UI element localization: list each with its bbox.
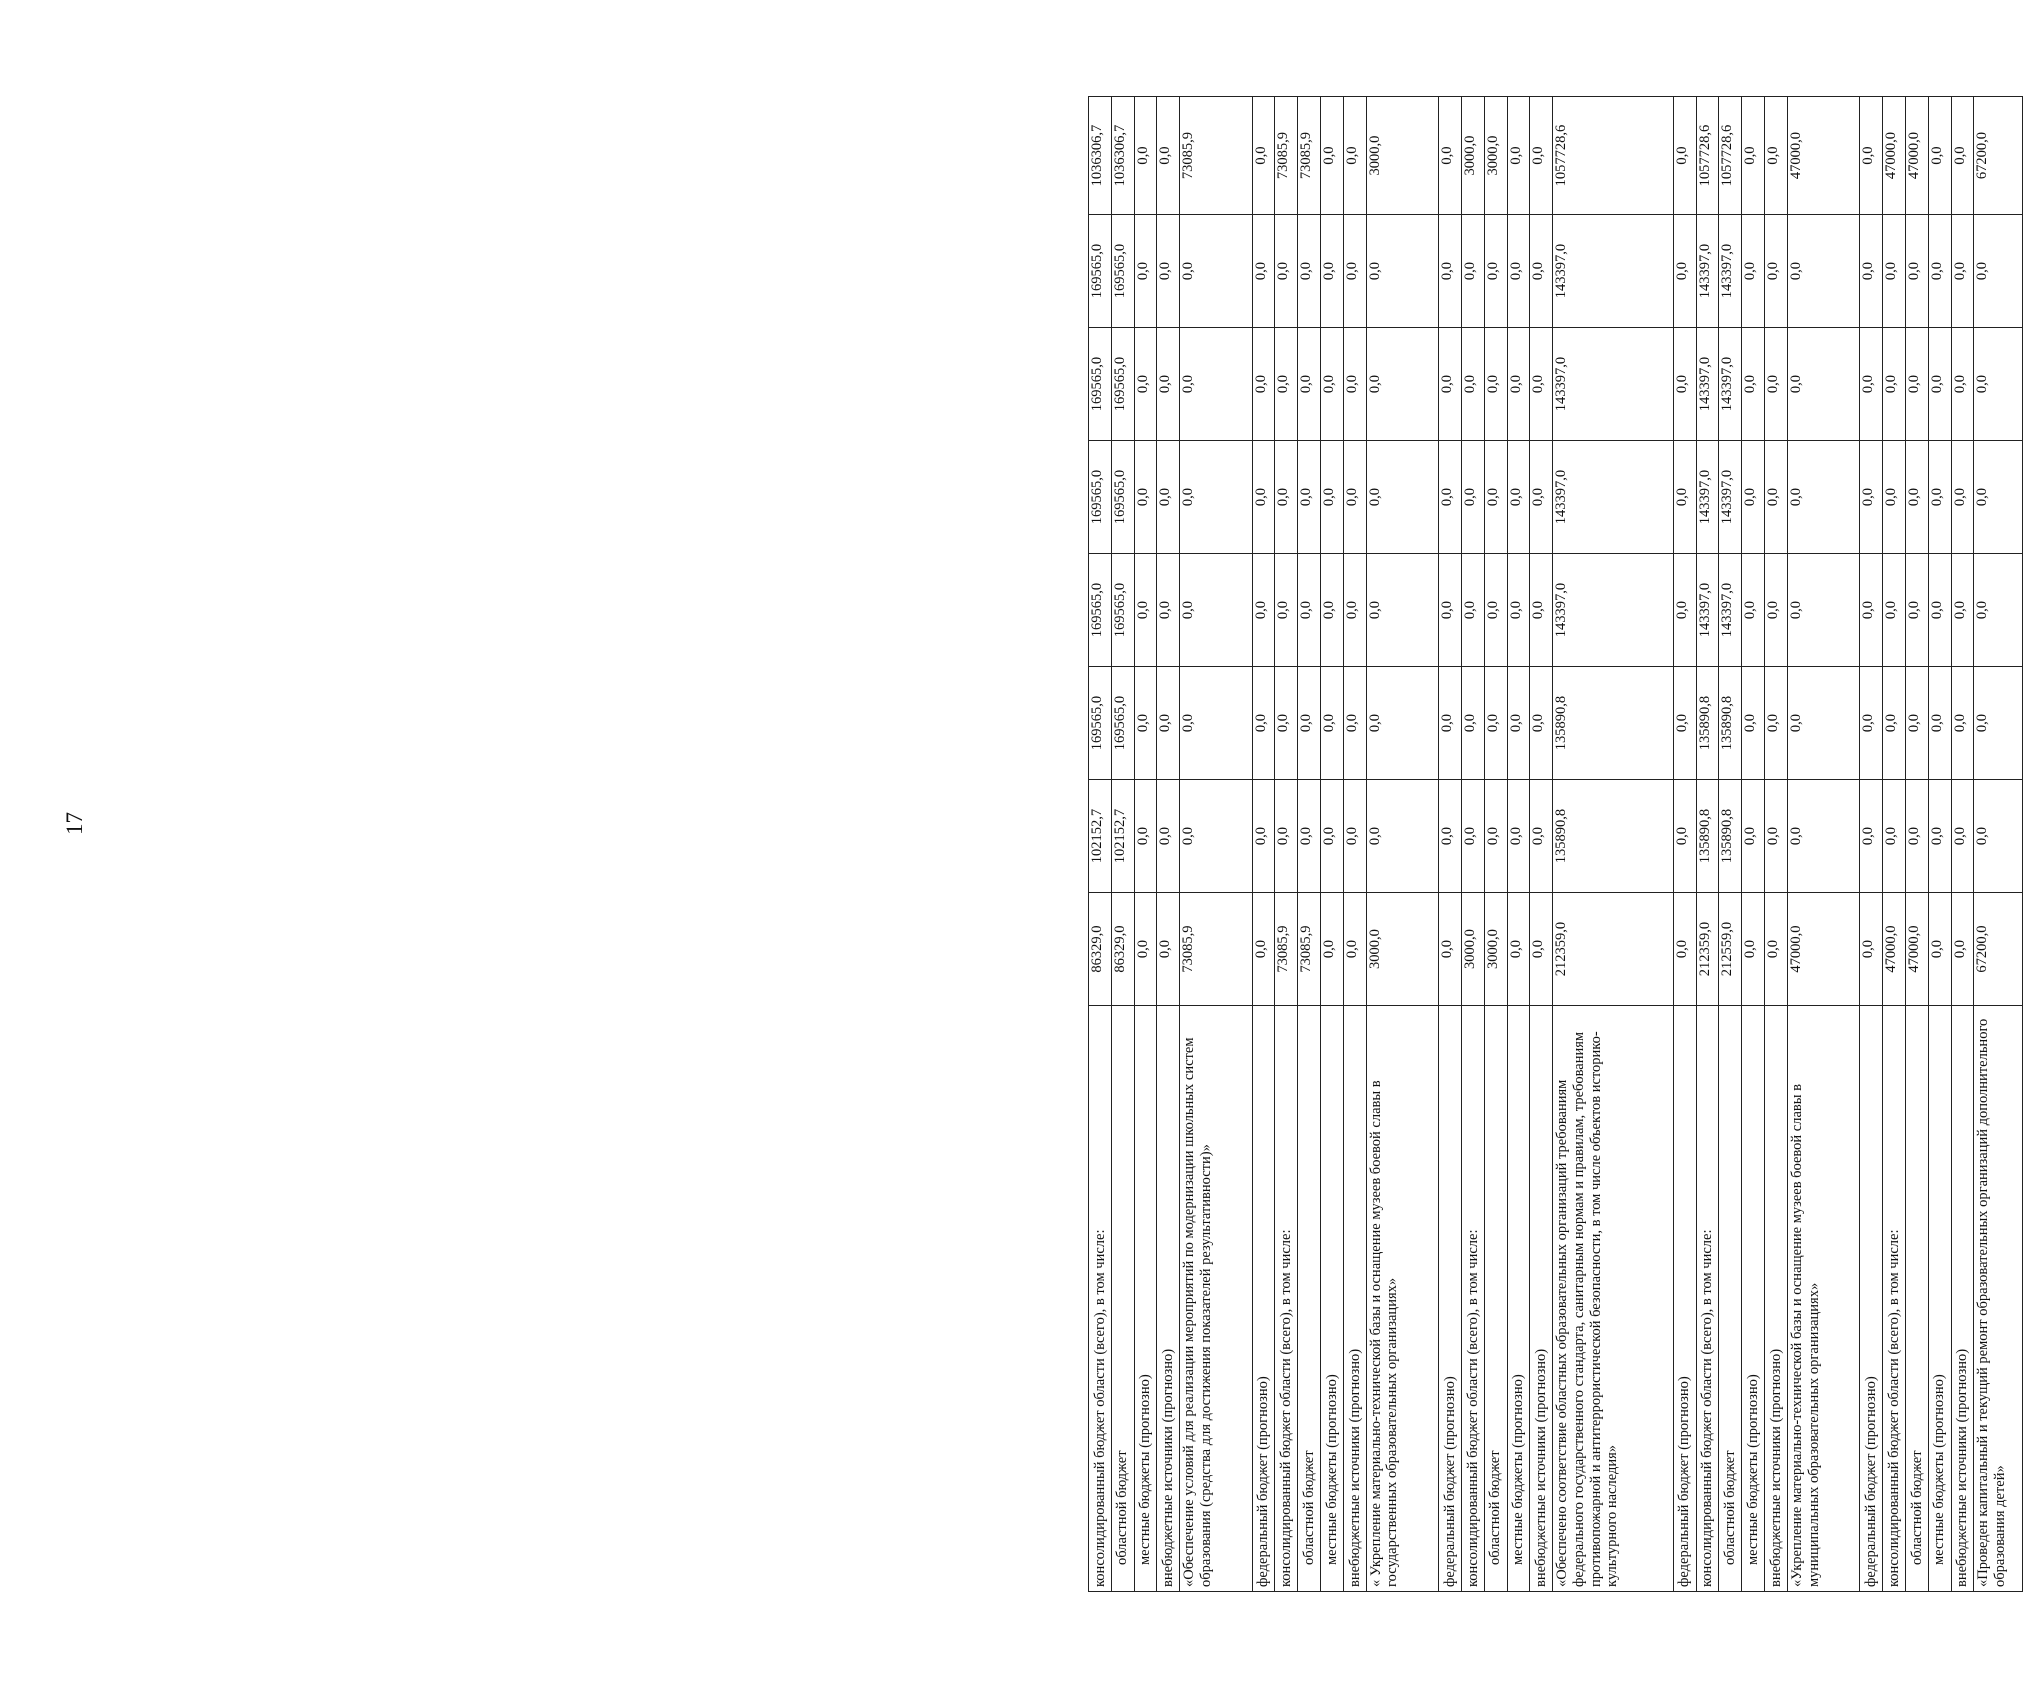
row-value: 0,0 [1928,667,1951,780]
row-value: 1057728,6 [1719,97,1742,215]
row-value: 0,0 [1134,780,1157,893]
row-value: 0,0 [1343,667,1366,780]
row-value: 212559,0 [1719,893,1742,1006]
row-value: 0,0 [1673,441,1696,554]
table-row [1553,97,1674,1592]
row-value: 0,0 [1951,97,1974,215]
row-label: консолидированный бюджет области (всего), в том числе: [1089,1006,1112,1592]
row-label: внебюджетные источники (прогнозно) [1530,1006,1553,1592]
row-value: 0,0 [1134,893,1157,1006]
row-value: 0,0 [1765,328,1788,441]
row-value: 0,0 [1321,215,1344,328]
table-row [1696,97,1719,1592]
row-value: 73085,9 [1275,97,1298,215]
table-row [1180,97,1252,1592]
row-value: 0,0 [1860,97,1883,215]
row-value: 47000,0 [1905,893,1928,1006]
row-value: 0,0 [1951,328,1974,441]
row-value: 0,0 [1905,667,1928,780]
row-value: 0,0 [1974,441,2023,554]
row-label: внебюджетные источники (прогнозно) [1157,1006,1180,1592]
row-label: «Укрепление материально-технической базы и оснащение музеев боевой славы в муниципальных образовательных организациях» [1787,1006,1859,1592]
table-row [1719,97,1742,1592]
row-value: 0,0 [1883,441,1906,554]
row-value: 0,0 [1673,328,1696,441]
row-value: 86329,0 [1089,893,1112,1006]
row-value: 0,0 [1928,97,1951,215]
table-row [1439,97,1462,1592]
row-label: федеральный бюджет (прогнозно) [1673,1006,1696,1592]
table-row [1530,97,1553,1592]
row-value: 0,0 [1180,780,1252,893]
row-value: 143397,0 [1553,441,1674,554]
row-value: 143397,0 [1696,441,1719,554]
row-value: 0,0 [1343,97,1366,215]
row-value: 0,0 [1180,328,1252,441]
row-value: 1057728,6 [1696,97,1719,215]
row-value: 0,0 [1928,328,1951,441]
row-value: 0,0 [1252,780,1275,893]
row-value: 3000,0 [1366,893,1438,1006]
row-value: 169565,0 [1089,328,1112,441]
row-value: 0,0 [1530,328,1553,441]
row-value: 0,0 [1974,667,2023,780]
row-value: 47000,0 [1905,97,1928,215]
row-value: 0,0 [1742,97,1765,215]
row-value: 0,0 [1275,441,1298,554]
row-value: 0,0 [1461,328,1484,441]
row-value: 102152,7 [1089,780,1112,893]
row-value: 0,0 [1252,893,1275,1006]
row-value: 169565,0 [1089,215,1112,328]
row-value: 0,0 [1134,215,1157,328]
row-value: 0,0 [1157,554,1180,667]
row-value: 135890,8 [1696,667,1719,780]
row-label: областной бюджет [1905,1006,1928,1592]
row-value: 0,0 [1343,893,1366,1006]
row-value: 0,0 [1673,554,1696,667]
row-value: 73085,9 [1298,893,1321,1006]
row-value: 0,0 [1275,215,1298,328]
row-value: 0,0 [1298,215,1321,328]
row-value: 0,0 [1134,554,1157,667]
row-value: 0,0 [1484,441,1507,554]
row-value: 0,0 [1507,328,1530,441]
row-value: 0,0 [1321,667,1344,780]
table-row [1252,97,1275,1592]
row-value: 0,0 [1951,893,1974,1006]
row-value: 0,0 [1883,554,1906,667]
row-value: 73085,9 [1275,893,1298,1006]
row-label: внебюджетные источники (прогнозно) [1951,1006,1974,1592]
row-value: 0,0 [1321,893,1344,1006]
row-value: 0,0 [1673,97,1696,215]
row-value: 0,0 [1742,441,1765,554]
row-value: 0,0 [1461,667,1484,780]
row-value: 143397,0 [1696,554,1719,667]
row-value: 73085,9 [1298,97,1321,215]
row-value: 0,0 [1252,97,1275,215]
row-value: 0,0 [1366,554,1438,667]
row-value: 0,0 [1530,215,1553,328]
row-value: 0,0 [1765,554,1788,667]
row-value: 0,0 [1905,328,1928,441]
row-value: 0,0 [1484,667,1507,780]
table-row [1787,97,1859,1592]
row-value: 0,0 [1860,667,1883,780]
row-value: 0,0 [1765,441,1788,554]
row-value: 0,0 [1507,554,1530,667]
row-value: 0,0 [1461,554,1484,667]
row-value: 0,0 [1157,441,1180,554]
row-value: 0,0 [1275,667,1298,780]
row-value: 0,0 [1134,97,1157,215]
row-value: 0,0 [1530,667,1553,780]
row-value: 0,0 [1180,667,1252,780]
row-value: 0,0 [1883,328,1906,441]
row-label: федеральный бюджет (прогнозно) [1439,1006,1462,1592]
row-value: 0,0 [1905,215,1928,328]
row-label: местные бюджеты (прогнозно) [1507,1006,1530,1592]
table-row [1366,97,1438,1592]
table-row [1974,97,2023,1592]
row-label: «Обеспечение условий для реализации мероприятий по модернизации школьных систем образования (средства для достижения показателей результативности)» [1180,1006,1252,1592]
row-value: 0,0 [1157,328,1180,441]
row-value: 73085,9 [1180,893,1252,1006]
row-value: 143397,0 [1696,328,1719,441]
row-value: 0,0 [1787,215,1859,328]
row-value: 0,0 [1343,780,1366,893]
row-value: 169565,0 [1111,441,1134,554]
table-row [1905,97,1928,1592]
row-value: 0,0 [1765,667,1788,780]
row-value: 0,0 [1275,328,1298,441]
row-value: 0,0 [1905,554,1928,667]
row-value: 0,0 [1951,667,1974,780]
row-value: 0,0 [1343,554,1366,667]
table-row [1860,97,1883,1592]
row-value: 135890,8 [1553,667,1674,780]
row-value: 0,0 [1321,441,1344,554]
row-value: 0,0 [1180,554,1252,667]
row-label: областной бюджет [1719,1006,1742,1592]
row-value: 67200,0 [1974,893,2023,1006]
row-value: 135890,8 [1553,780,1674,893]
row-value: 143397,0 [1719,441,1742,554]
row-value: 0,0 [1974,554,2023,667]
row-value: 0,0 [1366,328,1438,441]
table-row [1298,97,1321,1592]
row-value: 0,0 [1461,215,1484,328]
row-value: 0,0 [1765,893,1788,1006]
row-value: 67200,0 [1974,97,2023,215]
table-row [1321,97,1344,1592]
row-value: 0,0 [1742,667,1765,780]
row-value: 3000,0 [1484,893,1507,1006]
row-value: 169565,0 [1089,554,1112,667]
row-value: 0,0 [1905,780,1928,893]
row-label: консолидированный бюджет области (всего), в том числе: [1883,1006,1906,1592]
row-value: 0,0 [1673,215,1696,328]
row-value: 0,0 [1742,780,1765,893]
row-value: 0,0 [1343,215,1366,328]
row-value: 0,0 [1928,893,1951,1006]
page-number: 17 [62,812,87,835]
row-value: 0,0 [1507,667,1530,780]
row-value: 0,0 [1507,441,1530,554]
row-value: 0,0 [1787,780,1859,893]
row-value: 0,0 [1157,893,1180,1006]
row-label: внебюджетные источники (прогнозно) [1765,1006,1788,1592]
row-label: консолидированный бюджет области (всего), в том числе: [1275,1006,1298,1592]
row-value: 0,0 [1673,780,1696,893]
row-label: местные бюджеты (прогнозно) [1742,1006,1765,1592]
table-row [1343,97,1366,1592]
row-value: 0,0 [1787,441,1859,554]
row-value: 0,0 [1673,667,1696,780]
row-value: 0,0 [1928,780,1951,893]
row-value: 0,0 [1974,780,2023,893]
row-value: 1036306,7 [1089,97,1112,215]
row-label: консолидированный бюджет области (всего), в том числе: [1461,1006,1484,1592]
row-label: федеральный бюджет (прогнозно) [1860,1006,1883,1592]
row-value: 0,0 [1530,97,1553,215]
row-value: 0,0 [1439,893,1462,1006]
rotated-table-wrapper [1088,97,2023,1592]
table-row [1089,97,1112,1592]
row-label: « Укрепление материально-технической базы и оснащение музеев боевой славы в государственных образовательных организациях» [1366,1006,1438,1592]
row-value: 0,0 [1860,215,1883,328]
row-value: 143397,0 [1553,554,1674,667]
row-value: 0,0 [1298,328,1321,441]
row-value: 0,0 [1765,215,1788,328]
row-value: 0,0 [1252,328,1275,441]
row-value: 0,0 [1343,328,1366,441]
row-value: 0,0 [1742,215,1765,328]
table-row [1461,97,1484,1592]
row-value: 0,0 [1530,780,1553,893]
row-value: 0,0 [1484,780,1507,893]
row-value: 0,0 [1157,215,1180,328]
row-value: 212359,0 [1553,893,1674,1006]
row-value: 0,0 [1883,215,1906,328]
row-value: 0,0 [1974,215,2023,328]
row-value: 0,0 [1860,554,1883,667]
row-value: 169565,0 [1089,667,1112,780]
row-value: 1057728,6 [1553,97,1674,215]
row-value: 0,0 [1439,780,1462,893]
row-value: 0,0 [1157,97,1180,215]
row-value: 0,0 [1787,554,1859,667]
row-value: 0,0 [1298,441,1321,554]
row-value: 86329,0 [1111,893,1134,1006]
row-value: 0,0 [1928,441,1951,554]
row-value: 0,0 [1252,215,1275,328]
row-value: 0,0 [1883,780,1906,893]
row-value: 1036306,7 [1111,97,1134,215]
row-value: 0,0 [1765,780,1788,893]
row-label: областной бюджет [1298,1006,1321,1592]
row-label: внебюджетные источники (прогнозно) [1343,1006,1366,1592]
row-value: 143397,0 [1696,215,1719,328]
budget-table-body [1089,97,2023,1592]
row-label: федеральный бюджет (прогнозно) [1252,1006,1275,1592]
row-value: 0,0 [1366,667,1438,780]
row-value: 0,0 [1275,780,1298,893]
row-value: 0,0 [1321,97,1344,215]
row-value: 0,0 [1787,328,1859,441]
row-value: 0,0 [1439,441,1462,554]
row-label: «Проведен капитальный и текущий ремонт образовательных организаций дополнительного образования детей» [1974,1006,2023,1592]
row-value: 47000,0 [1787,893,1859,1006]
table-row [1928,97,1951,1592]
row-value: 143397,0 [1719,554,1742,667]
row-value: 0,0 [1461,780,1484,893]
table-row [1157,97,1180,1592]
row-label: консолидированный бюджет области (всего), в том числе: [1696,1006,1719,1592]
row-value: 0,0 [1883,667,1906,780]
row-value: 0,0 [1951,780,1974,893]
row-value: 0,0 [1787,667,1859,780]
row-label: областной бюджет [1111,1006,1134,1592]
table-row [1275,97,1298,1592]
row-value: 0,0 [1484,215,1507,328]
row-value: 0,0 [1439,667,1462,780]
row-value: 0,0 [1484,554,1507,667]
row-value: 0,0 [1951,554,1974,667]
row-value: 135890,8 [1719,667,1742,780]
row-value: 0,0 [1439,554,1462,667]
row-value: 47000,0 [1787,97,1859,215]
row-value: 0,0 [1298,554,1321,667]
row-value: 0,0 [1180,215,1252,328]
table-row [1134,97,1157,1592]
row-value: 0,0 [1765,97,1788,215]
row-value: 0,0 [1439,97,1462,215]
row-value: 0,0 [1321,554,1344,667]
row-value: 0,0 [1928,554,1951,667]
row-value: 47000,0 [1883,893,1906,1006]
row-value: 0,0 [1507,97,1530,215]
row-value: 0,0 [1507,893,1530,1006]
table-row [1765,97,1788,1592]
row-label: местные бюджеты (прогнозно) [1134,1006,1157,1592]
row-value: 0,0 [1343,441,1366,554]
row-value: 0,0 [1860,893,1883,1006]
row-value: 0,0 [1180,441,1252,554]
table-row [1673,97,1696,1592]
row-value: 143397,0 [1553,215,1674,328]
row-value: 102152,7 [1111,780,1134,893]
row-value: 0,0 [1974,328,2023,441]
table-row [1951,97,1974,1592]
row-value: 0,0 [1742,893,1765,1006]
row-label: областной бюджет [1484,1006,1507,1592]
table-row [1883,97,1906,1592]
row-value: 0,0 [1252,554,1275,667]
table-row [1507,97,1530,1592]
row-value: 0,0 [1157,667,1180,780]
row-value: 135890,8 [1696,780,1719,893]
row-label: «Обеспечено соответствие областных образовательных организаций требованиям федерального государственного стандарта, санитарным нормам и правилам, требованиям противопожарной и антитеррористической безопасности, в том числе объектов историко-культурного наследия» [1553,1006,1674,1592]
row-value: 0,0 [1252,667,1275,780]
row-value: 0,0 [1928,215,1951,328]
row-value: 169565,0 [1111,667,1134,780]
row-value: 0,0 [1366,441,1438,554]
row-value: 143397,0 [1719,328,1742,441]
row-value: 0,0 [1951,441,1974,554]
row-value: 0,0 [1252,441,1275,554]
row-value: 73085,9 [1180,97,1252,215]
row-value: 169565,0 [1089,441,1112,554]
row-value: 0,0 [1298,780,1321,893]
row-value: 0,0 [1484,328,1507,441]
table-row [1111,97,1134,1592]
row-value: 0,0 [1860,328,1883,441]
row-value: 143397,0 [1719,215,1742,328]
row-value: 3000,0 [1366,97,1438,215]
row-value: 0,0 [1742,328,1765,441]
row-value: 0,0 [1951,215,1974,328]
row-value: 0,0 [1530,893,1553,1006]
table-row [1484,97,1507,1592]
budget-table [1088,96,2023,1592]
row-value: 0,0 [1275,554,1298,667]
row-value: 0,0 [1673,893,1696,1006]
row-value: 0,0 [1530,441,1553,554]
row-label: местные бюджеты (прогнозно) [1928,1006,1951,1592]
row-value: 0,0 [1439,215,1462,328]
row-value: 0,0 [1742,554,1765,667]
row-value: 3000,0 [1484,97,1507,215]
row-value: 0,0 [1366,215,1438,328]
row-value: 169565,0 [1111,554,1134,667]
row-value: 0,0 [1860,441,1883,554]
row-value: 0,0 [1134,667,1157,780]
row-value: 0,0 [1321,328,1344,441]
row-value: 3000,0 [1461,893,1484,1006]
row-value: 0,0 [1134,441,1157,554]
row-value: 47000,0 [1883,97,1906,215]
row-value: 0,0 [1157,780,1180,893]
row-value: 0,0 [1298,667,1321,780]
row-value: 0,0 [1134,328,1157,441]
row-value: 0,0 [1366,780,1438,893]
row-value: 0,0 [1905,441,1928,554]
row-value: 135890,8 [1719,780,1742,893]
table-row [1742,97,1765,1592]
row-label: местные бюджеты (прогнозно) [1321,1006,1344,1592]
row-value: 0,0 [1507,215,1530,328]
row-value: 0,0 [1439,328,1462,441]
row-value: 0,0 [1507,780,1530,893]
row-value: 143397,0 [1553,328,1674,441]
row-value: 169565,0 [1111,328,1134,441]
row-value: 0,0 [1321,780,1344,893]
row-value: 0,0 [1860,780,1883,893]
row-value: 3000,0 [1461,97,1484,215]
row-value: 212359,0 [1696,893,1719,1006]
row-value: 0,0 [1461,441,1484,554]
row-value: 0,0 [1530,554,1553,667]
row-value: 169565,0 [1111,215,1134,328]
